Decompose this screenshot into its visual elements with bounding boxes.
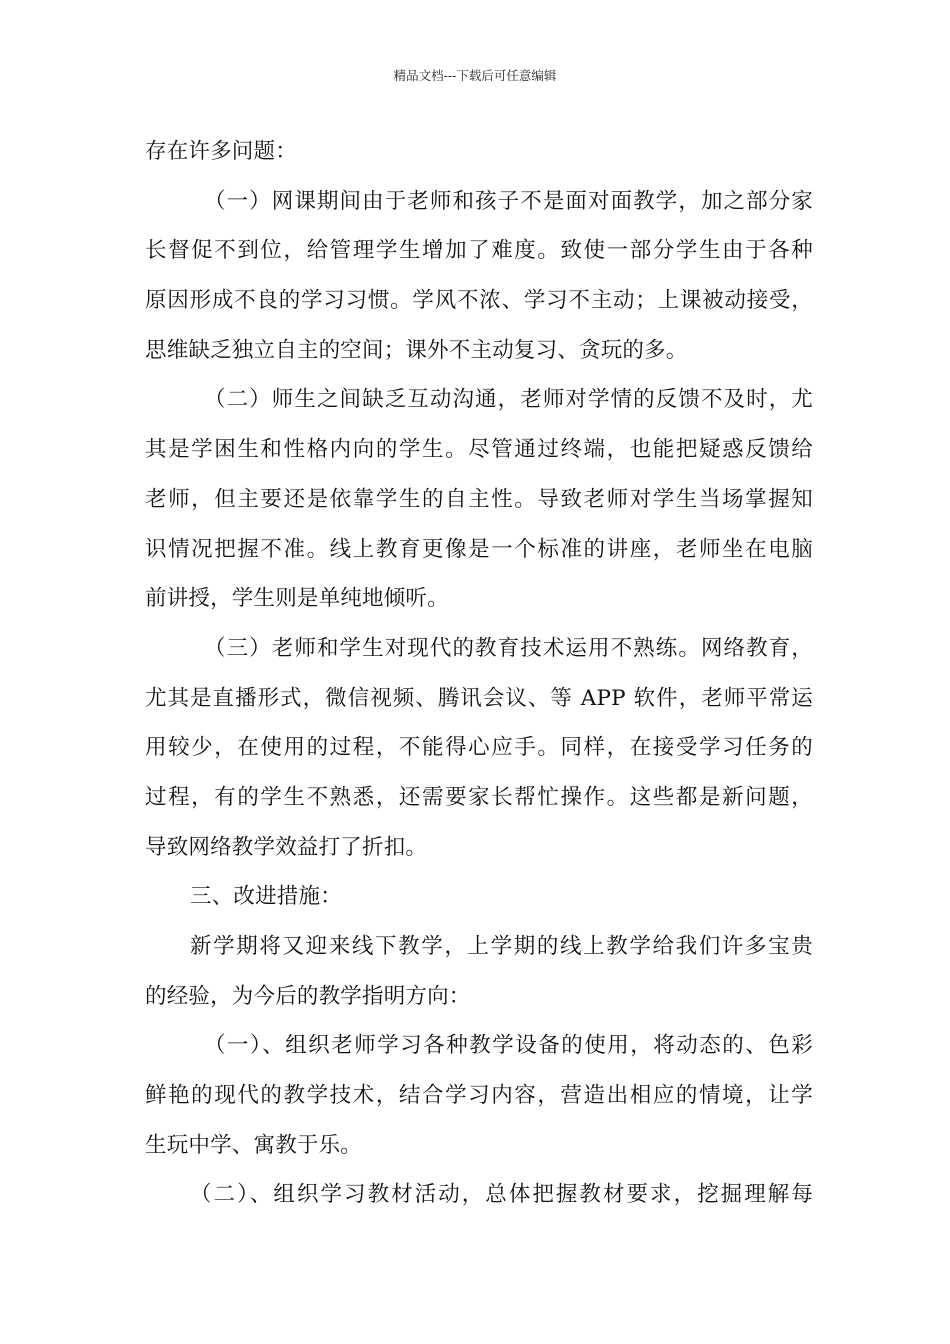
text-line: （三）老师和学生对现代的教育技术运用不熟练。网络教育， — [204, 635, 813, 661]
text-line: 思维缺乏独立自主的空间；课外不主动复习、贪玩的多。 — [145, 337, 688, 363]
document-body — [145, 127, 813, 1220]
text-line: （一）、组织老师学习各种教学设备的使用，将动态的、色彩 — [204, 1033, 813, 1059]
text-line: 过程，有的学生不熟悉，还需要家长帮忙操作。这些都是新问题， — [145, 784, 813, 810]
text-line: 用较少，在使用的过程，不能得心应手。同样，在接受学习任务的 — [145, 735, 813, 761]
text-line: 前讲授，学生则是单纯地倾听。 — [145, 586, 449, 612]
text-line: （二）、组织学习教材活动，总体把握教材要求，挖掘理解每 — [190, 1182, 813, 1208]
text-line: 原因形成不良的学习习惯。学风不浓、学习不主动；上课被动接受， — [145, 288, 813, 314]
text-line: 长督促不到位，给管理学生增加了难度。致使一部分学生由于各种 — [145, 238, 813, 264]
text-line: 存在许多问题： — [145, 139, 297, 164]
text-line: 新学期将又迎来线下教学，上学期的线上教学给我们许多宝贵 — [190, 934, 813, 959]
page-header: 精品文档---下载后可任意编辑 — [393, 68, 557, 83]
text-line: 导致网络教学效益打了折扣。 — [145, 834, 428, 860]
text-line: 鲜艳的现代的教学技术，结合学习内容，营造出相应的情境，让学 — [145, 1083, 813, 1109]
text-line: 的经验，为今后的教学指明方向： — [145, 983, 471, 1009]
text-line: （二）师生之间缺乏互动沟通，老师对学情的反馈不及时，尤 — [204, 387, 813, 413]
text-line: 其是学困生和性格内向的学生。尽管通过终端，也能把疑惑反馈给 — [145, 437, 813, 463]
text-line: 尤其是直播形式，微信视频、腾讯会议、等 APP 软件，老师平常运 — [145, 685, 813, 711]
section-heading: 三、改进措施： — [190, 884, 342, 910]
text-line: 识情况把握不准。线上教育更像是一个标准的讲座，老师坐在电脑 — [145, 536, 813, 562]
text-line: 生玩中学、寓教于乐。 — [145, 1132, 363, 1158]
text-line: （一）网课期间由于老师和孩子不是面对面教学，加之部分家 — [204, 188, 813, 214]
text-line: 老师，但主要还是依靠学生的自主性。导致老师对学生当场掌握知 — [145, 486, 813, 512]
